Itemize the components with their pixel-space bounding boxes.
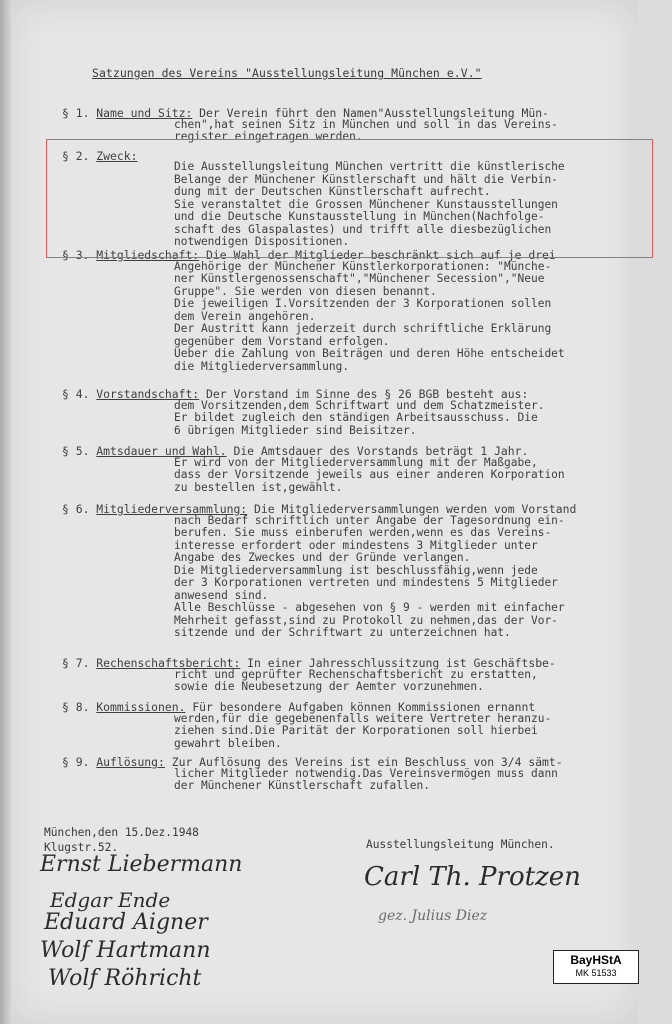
signature-4: Wolf Hartmann [40, 938, 211, 963]
signature-3: Eduard Aigner [44, 910, 208, 935]
section-heading: Mitgliedschaft: [96, 248, 200, 262]
section-first-line: Für besondere Aufgaben können Kommissionen ernannt [192, 700, 536, 714]
section-line: Angabe des Zweckes und der Gründe verlangen. [174, 552, 471, 564]
section-heading: Amtsdauer und Wahl. [96, 444, 227, 458]
section-line: sowie die Neubesetzung der Aemter vorzunehmen. [174, 681, 484, 693]
section-heading: Mitgliederversammlung: [96, 502, 248, 516]
section-line: dass der Vorsitzende jeweils aus einer anderen Korporation [174, 469, 565, 481]
signature-diez: gez. Julius Diez [378, 908, 488, 924]
section-line: anwesend sind. [174, 589, 269, 602]
section-line: 6 übrigen Mitglieder sind Beisitzer. [174, 424, 417, 437]
stamp-signature-number: MK 51533 [575, 968, 617, 978]
section-line: Belange der Münchener Künstlerschaft und hält die Verbin- [174, 173, 558, 186]
section-number-label: § 2. [62, 149, 90, 163]
section-heading: Name und Sitz: [96, 106, 193, 120]
section-line: und die Deutsche Kunstausstellung in München(Nachfolge- [174, 211, 545, 223]
address: Klugstr.52. [44, 841, 119, 854]
section-first-line: Der Verein führt den Namen"Ausstellungsleitung Mün- [199, 106, 549, 120]
section-heading: Auflösung: [96, 755, 165, 769]
section-line: interesse erfordert oder mindestens 3 Mitglieder unter [174, 539, 538, 552]
section-line: dem Verein angehören. [174, 310, 316, 323]
page-edge [0, 0, 12, 1024]
section-line: dem Vorsitzenden,dem Schriftwart und dem Schatzmeister. [174, 399, 545, 412]
section-line: Angehörige der Münchener Künstlerkorporationen: "Münche- [174, 260, 552, 273]
section-line: Die Ausstellungsleitung München vertritt die künstlerische [174, 161, 565, 173]
signature-1: Ernst Liebermann [40, 852, 243, 877]
section-line: Er bildet zugleich den ständigen Arbeitsausschuss. Die [174, 412, 538, 424]
section-heading: Zweck: [96, 149, 138, 163]
section-number-label: § 8. [62, 700, 90, 714]
section-line: Er wird von der Mitgliederversammlung mit der Maßgabe, [174, 456, 538, 469]
section-line: ziehen sind.Die Parität der Korporationen soll hierbei [174, 725, 538, 737]
section-first-line: Die Mitgliederversammlungen werden vom Vorstand [254, 502, 577, 516]
section-line: licher Mitglieder notwendig.Das Vereinsvermögen muss dann [174, 767, 558, 780]
section-line: Ueber die Zahlung von Beiträgen und deren Höhe entscheidet [174, 348, 565, 360]
section-first-line: Zur Auflösung des Vereins ist ein Beschluss von 3/4 sämt- [171, 755, 563, 769]
section-line: Mehrheit gefasst,sind zu Protokoll zu nehmen,das der Vor- [174, 614, 558, 627]
section-first-line: In einer Jahresschlussitzung ist Geschäftsbe- [247, 656, 556, 670]
section-first-line: Die Amtsdauer des Vorstands beträgt 1 Jahr. [233, 444, 529, 458]
section-heading: Kommissionen. [96, 700, 186, 714]
section-line: zu bestellen ist,gewählt. [174, 481, 343, 494]
section-line: Sie veranstaltet die Grossen Münchener Kunstausstellungen [174, 198, 558, 211]
section-line: schaft des Glaspalastes) und trifft alle diesbezüglichen [174, 223, 552, 236]
section-number-label: § 7. [62, 656, 90, 670]
organization-name: Ausstellungsleitung München. [366, 838, 555, 851]
section-line: der 3 Korporationen vertreten und mindestens 5 Mitglieder [174, 577, 558, 589]
signature-5: Wolf Röhricht [48, 966, 202, 991]
section-line: ner Künstlergenossenschaft","Münchener Secession","Neue [174, 273, 545, 285]
section-line: register eingetragen werden. [174, 131, 363, 143]
section-line: notwendigen Dispositionen. [174, 236, 350, 248]
section-line: gegenüber dem Vorstand erfolgen. [174, 335, 390, 348]
section-number-label: § 9. [62, 755, 90, 769]
section-line: Die jeweiligen I.Vorsitzenden der 3 Korporationen sollen [174, 298, 552, 310]
section-line: Alle Beschlüsse - abgesehen von § 9 - werden mit einfacher [174, 602, 565, 614]
section-number-label: § 4. [62, 387, 90, 401]
section-line: werden,für die gegebenenfalls weitere Vertreter heranzu- [174, 712, 552, 725]
section-line: dung mit der Deutschen Künstlerschaft aufrecht. [174, 186, 491, 198]
place-date: München,den 15.Dez.1948 [44, 826, 199, 839]
archive-stamp [553, 950, 639, 984]
highlight-box [46, 139, 653, 258]
section-line: Gruppe". Sie werden von diesen benannt. [174, 285, 437, 298]
section-number-label: § 1. [62, 106, 90, 120]
section-heading: Rechenschaftsbericht: [96, 656, 241, 670]
section-line: berufen. Sie muss einberufen werden,wenn es das Vereins- [174, 527, 552, 539]
signature-2: Edgar Ende [50, 888, 171, 912]
section-line: Die Mitgliederversammlung ist beschlussfähig,wenn jede [174, 564, 538, 577]
section-line: die Mitgliederversammlung. [174, 360, 350, 373]
document-title: Satzungen des Vereins "Ausstellungsleitung München e.V." [92, 66, 482, 80]
section-line: richt und geprüfter Rechenschaftsbericht zu erstatten, [174, 668, 538, 681]
section-heading: Vorstandschaft: [96, 387, 200, 401]
section-line: sitzende und der Schriftwart zu unterzeichnen hat. [174, 627, 511, 639]
section-line: nach Bedarf schriftlich unter Angabe der Tagesordnung ein- [174, 514, 565, 527]
section-line: Der Austritt kann jederzeit durch schriftliche Erklärung [174, 323, 552, 335]
section-number-label: § 6. [62, 502, 90, 516]
section-line: der Münchener Künstlerschaft zufallen. [174, 780, 430, 792]
section-line: gewahrt bleiben. [174, 737, 282, 750]
section-line: chen",hat seinen Sitz in München und soll in das Vereins- [174, 118, 558, 131]
section-first-line: Die Wahl der Mitglieder beschränkt sich auf je drei [206, 248, 556, 262]
section-first-line: Der Vorstand im Sinne des § 26 BGB besteht aus: [206, 387, 529, 401]
signature-protzen: Carl Th. Protzen [364, 862, 581, 892]
stamp-archive-name: BayHStA [570, 953, 622, 967]
section-number-label: § 5. [62, 444, 90, 458]
section-number-label: § 3. [62, 248, 90, 262]
